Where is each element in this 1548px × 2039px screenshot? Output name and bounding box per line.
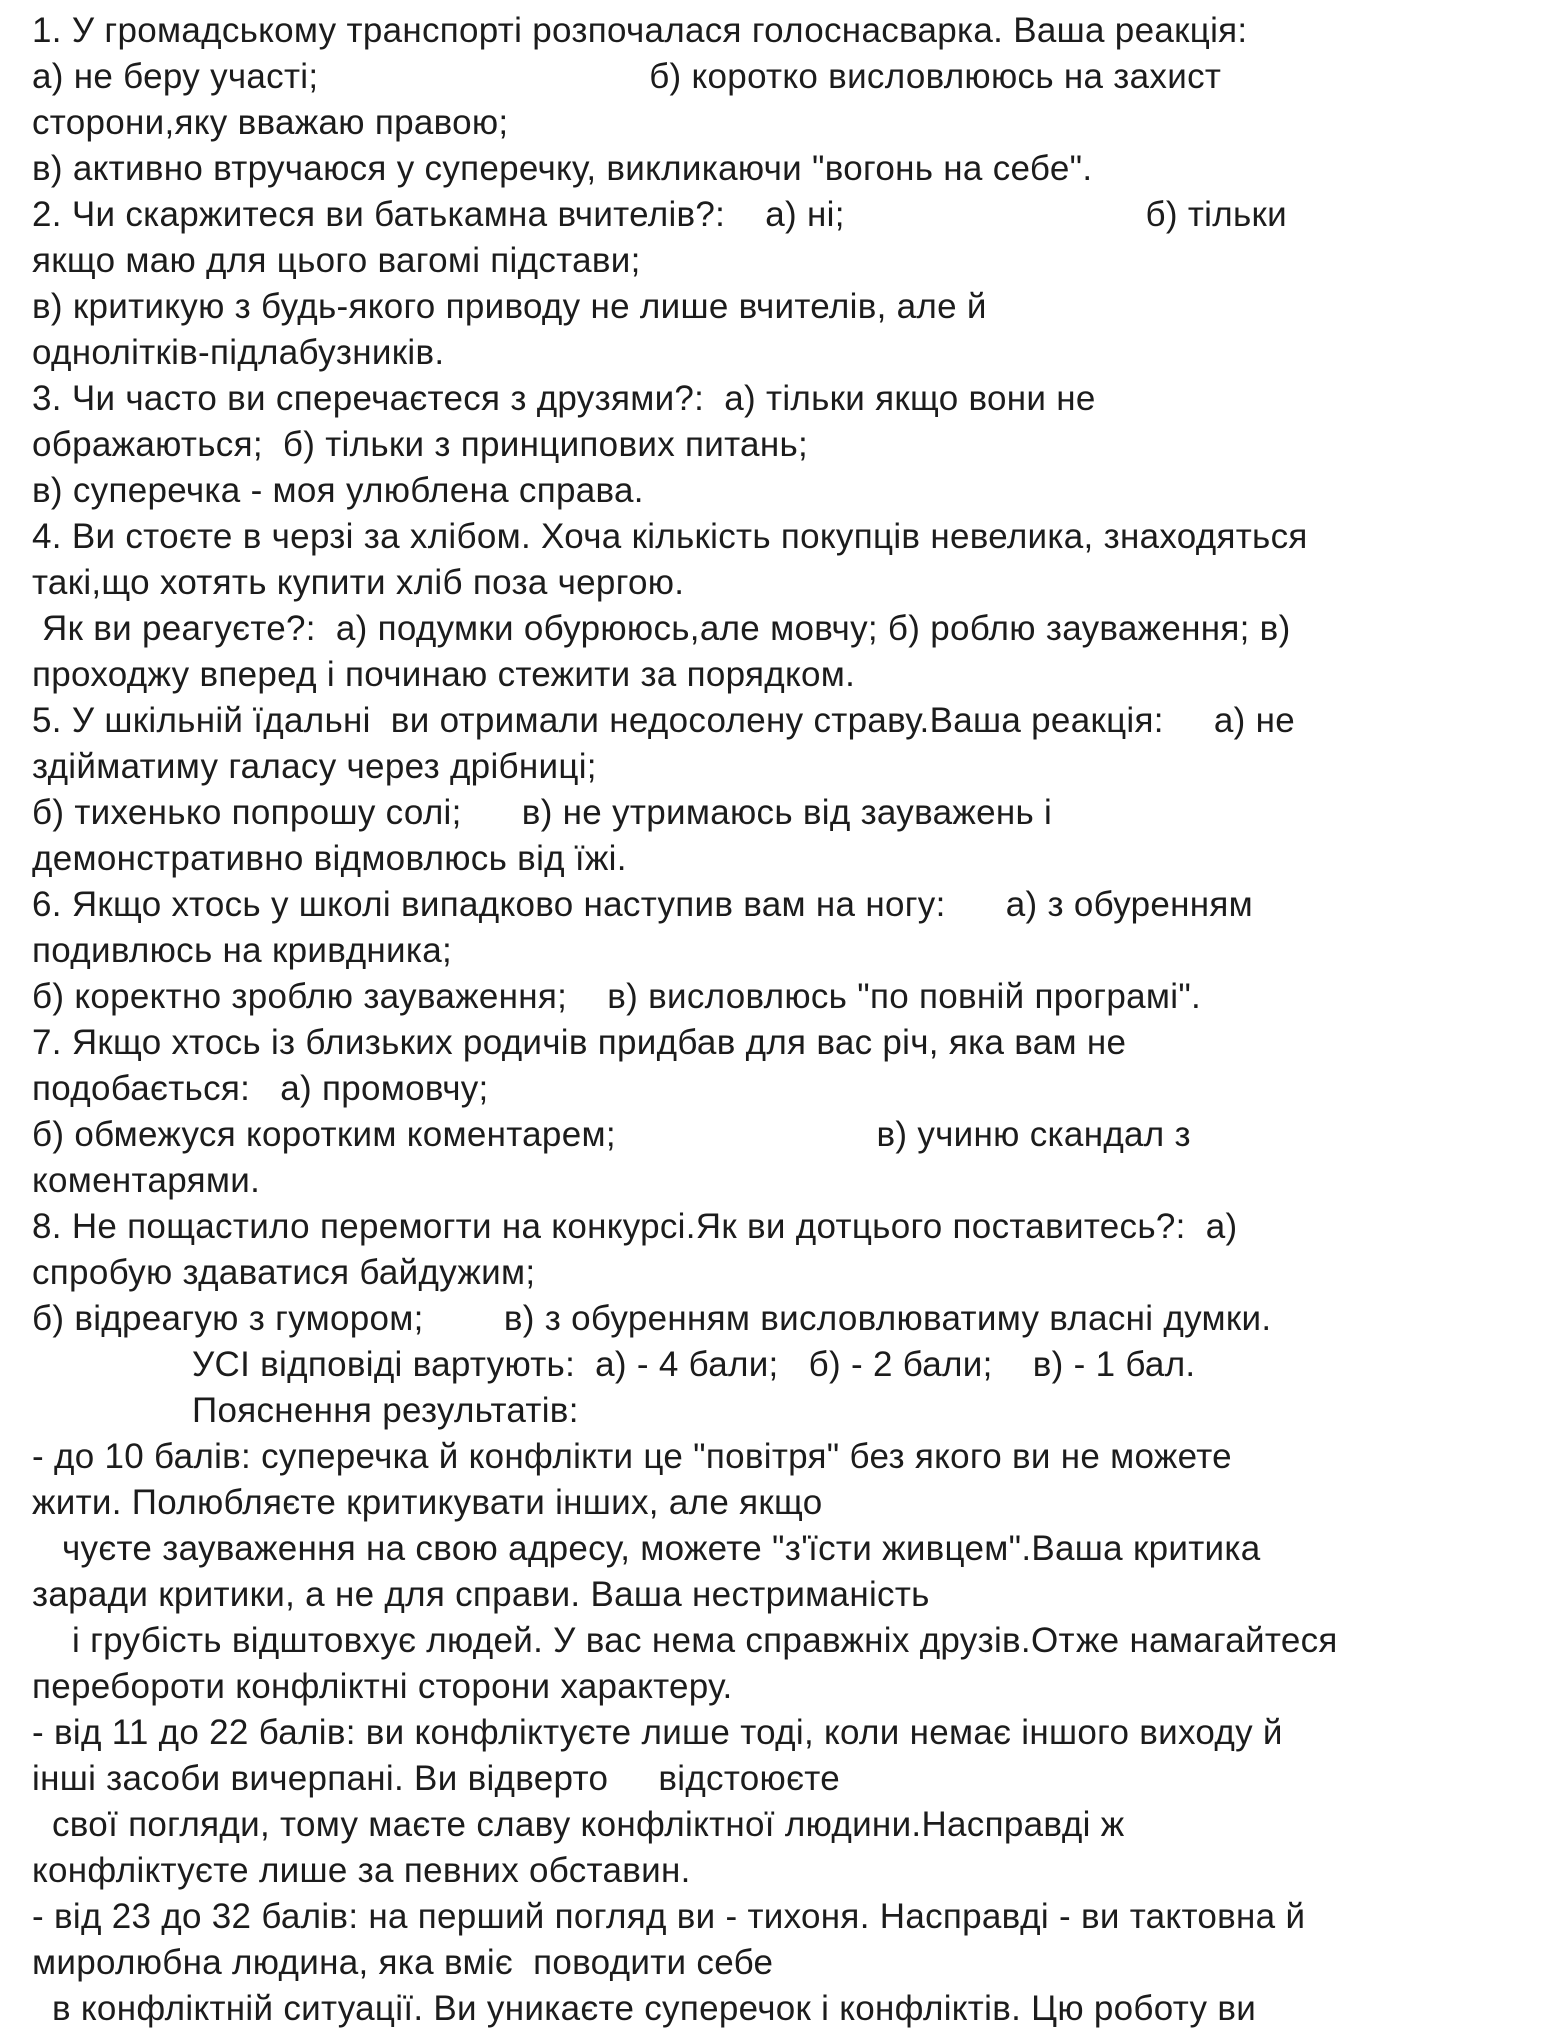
text-line: в) активно втручаюся у суперечку, викликаючи "вогонь на себе". bbox=[32, 149, 1093, 188]
text-line: коментарями. bbox=[32, 1161, 261, 1200]
text-line: б) обмежуся коротким коментарем; в) учиню скандал з bbox=[32, 1115, 1191, 1154]
text-line: проходжу вперед і починаю стежити за порядком. bbox=[32, 655, 856, 694]
text-line: б) коректно зроблю зауваження; в) висловлюсь "по повній програмі". bbox=[32, 977, 1202, 1016]
text-line: конфліктуєте лише за певних обставин. bbox=[32, 1851, 691, 1890]
text-line: миролюбна людина, яка вміє поводити себе bbox=[32, 1943, 774, 1982]
text-line: однолітків-підлабузників. bbox=[32, 333, 445, 372]
text-line: жити. Полюбляєте критикувати інших, але якщо bbox=[32, 1483, 823, 1522]
text-line: інші засоби вичерпані. Ви відверто відстоюєте bbox=[32, 1759, 840, 1798]
text-line: ображаються; б) тільки з принципових питань; bbox=[32, 425, 809, 464]
text-line: б) відреагую з гумором; в) з обуренням висловлюватиму власні думки. bbox=[32, 1299, 1272, 1338]
text-line: 2. Чи скаржитеся ви батькамна вчителів?: а) ні; б) тільки bbox=[32, 195, 1287, 234]
text-line: якщо маю для цього вагомі підстави; bbox=[32, 241, 641, 280]
text-line: в конфліктній ситуації. Ви уникаєте суперечок і конфліктів. Цю роботу ви bbox=[52, 1989, 1257, 2028]
text-line: Як ви реагуєте?: а) подумки обурююсь,але мовчу; б) роблю зауваження; в) bbox=[32, 609, 1291, 648]
text-line: чуєте зауваження на свою адресу, можете "з'їсти живцем".Ваша критика bbox=[62, 1529, 1261, 1568]
text-line: - до 10 балів: суперечка й конфлікти це "повітря" без якого ви не можете bbox=[32, 1437, 1232, 1476]
text-line: заради критики, а не для справи. Ваша нестриманість bbox=[32, 1575, 930, 1614]
text-line: демонстративно відмовлюсь від їжі. bbox=[32, 839, 627, 878]
text-line: подивлюсь на кривдника; bbox=[32, 931, 453, 970]
text-line: 7. Якщо хтось із близьких родичів придбав для вас річ, яка вам не bbox=[32, 1023, 1127, 1062]
text-line: 1. У громадському транспорті розпочалася голоснасварка. Ваша реакція: bbox=[32, 11, 1248, 50]
text-line: перебороти конфліктні сторони характеру. bbox=[32, 1667, 733, 1706]
text-line: б) тихенько попрошу солі; в) не утримаюсь від зауважень і bbox=[32, 793, 1053, 832]
top-crop-edge bbox=[0, 0, 1548, 4]
text-line: Пояснення результатів: bbox=[192, 1391, 579, 1430]
text-line: УСІ відповіді вартують: а) - 4 бали; б) - 2 бали; в) - 1 бал. bbox=[192, 1345, 1196, 1384]
text-line: і грубість відштовхує людей. У вас нема справжніх друзів.Отже намагайтеся bbox=[72, 1621, 1338, 1660]
text-line: - від 23 до 32 балів: на перший погляд ви - тихоня. Насправді - ви тактовна й bbox=[32, 1897, 1306, 1936]
text-line: 3. Чи часто ви сперечаєтеся з друзями?: а) тільки якщо вони не bbox=[32, 379, 1096, 418]
text-line: такі,що хотять купити хліб поза чергою. bbox=[32, 563, 685, 602]
text-line: спробую здаватися байдужим; bbox=[32, 1253, 536, 1292]
text-line: сторони,яку вважаю правою; bbox=[32, 103, 509, 142]
document-body bbox=[32, 0, 1542, 2032]
text-line: 6. Якщо хтось у школі випадково наступив вам на ногу: а) з обуренням bbox=[32, 885, 1254, 924]
text-line: 8. Не пощастило перемогти на конкурсі.Як ви дотцього поставитесь?: а) bbox=[32, 1207, 1238, 1246]
text-line: подобається: а) промовчу; bbox=[32, 1069, 489, 1108]
text-line: 4. Ви стоєте в черзі за хлібом. Хоча кількість покупців невелика, знаходяться bbox=[32, 517, 1308, 556]
text-line: 5. У шкільній їдальні ви отримали недосолену страву.Ваша реакція: а) не bbox=[32, 701, 1296, 740]
text-line: - від 11 до 22 балів: ви конфліктуєте лише тоді, коли немає іншого виходу й bbox=[32, 1713, 1283, 1752]
text-line: свої погляди, тому маєте славу конфліктної людини.Насправді ж bbox=[52, 1805, 1125, 1844]
text-line: в) критикую з будь-якого приводу не лише вчителів, але й bbox=[32, 287, 987, 326]
text-line: в) суперечка - моя улюблена справа. bbox=[32, 471, 644, 510]
text-line: а) не беру участі; б) коротко висловлююсь на захист bbox=[32, 57, 1222, 96]
text-line: здійматиму галасу через дрібниці; bbox=[32, 747, 597, 786]
